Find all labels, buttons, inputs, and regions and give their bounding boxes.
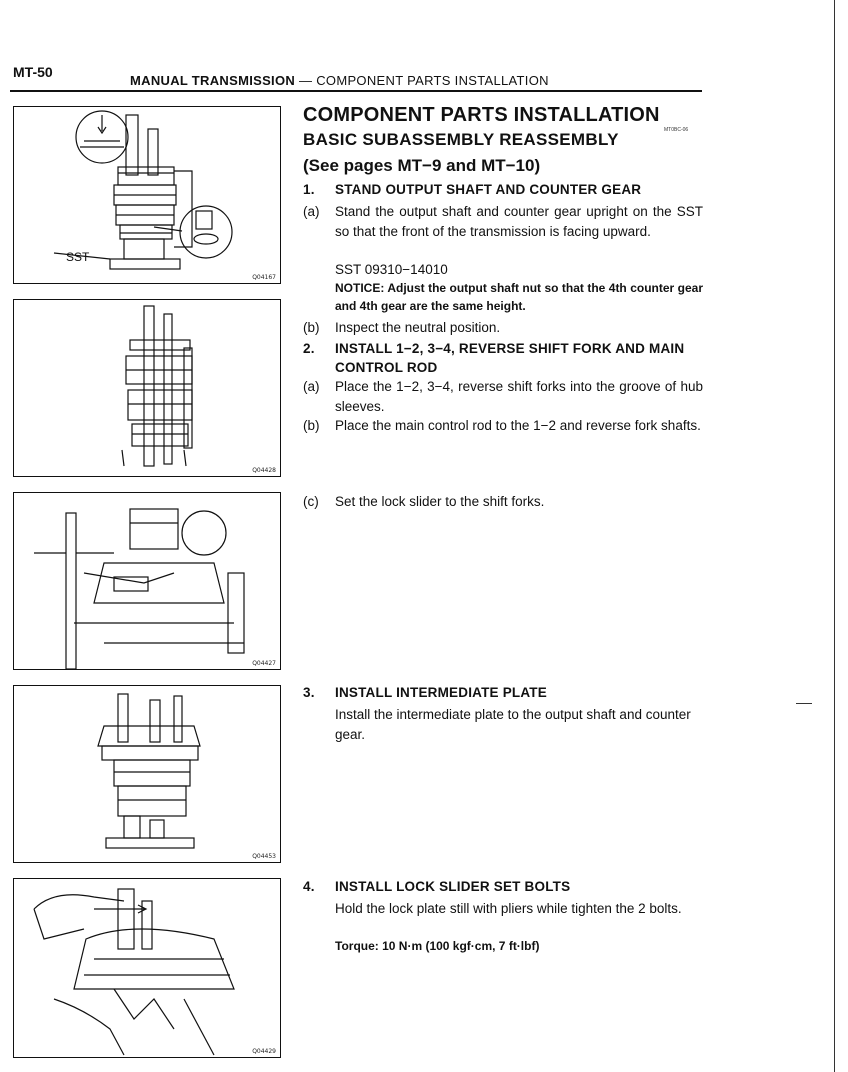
sub-title: BASIC SUBASSEMBLY REASSEMBLY (303, 130, 619, 149)
sst-label: SST (66, 250, 90, 264)
sst-number: SST 09310−14010 (335, 262, 448, 277)
step-number: 1. (303, 182, 315, 197)
step-title: INSTALL LOCK SLIDER SET BOLTS (335, 879, 571, 894)
step-2a (303, 377, 703, 416)
figure-lock-slider-bolts (13, 878, 281, 1058)
margin-mark (796, 703, 812, 704)
figure-4-drawing (14, 686, 280, 862)
step-2-heading (303, 339, 703, 377)
step-1-heading (303, 182, 703, 197)
header-rule (10, 90, 702, 92)
page-number: MT-50 (13, 64, 53, 80)
step-number: 4. (303, 879, 315, 894)
step-title: STAND OUTPUT SHAFT AND COUNTER GEAR (335, 182, 642, 197)
figure-1-drawing (14, 107, 280, 283)
figure-code: Q04428 (252, 467, 276, 474)
figure-lock-slider (13, 492, 281, 670)
substep-label: (a) (303, 379, 320, 394)
substep-text: Set the lock slider to the shift forks. (335, 494, 545, 509)
running-header (130, 73, 549, 88)
main-title: COMPONENT PARTS INSTALLATION (303, 104, 660, 126)
step-1b (303, 318, 703, 338)
figure-2-drawing (14, 300, 280, 476)
step-number: 3. (303, 685, 315, 700)
substep-label: (a) (303, 204, 320, 219)
step-title: INSTALL INTERMEDIATE PLATE (335, 685, 547, 700)
page-reference: (See pages MT−9 and MT−10) (303, 156, 541, 175)
step-2c (303, 492, 703, 512)
substep-text: Place the 1−2, 3−4, reverse shift forks into the groove of hub sleeves. (335, 379, 703, 414)
header-subtitle: COMPONENT PARTS INSTALLATION (316, 73, 549, 88)
figure-code: Q04453 (252, 853, 276, 860)
page-edge-rule (834, 0, 835, 1072)
step-number: 2. (303, 341, 315, 356)
figure-shift-forks (13, 299, 281, 477)
header-section: MANUAL TRANSMISSION (130, 73, 296, 88)
substep-text: Inspect the neutral position. (335, 320, 501, 335)
step-1a (303, 202, 703, 241)
header-dash: — (299, 73, 313, 88)
substep-text: Stand the output shaft and counter gear upright on the SST so that the front of the transmission is facing upward. (335, 204, 703, 239)
step-title: INSTALL 1−2, 3−4, REVERSE SHIFT FORK AND MAIN CONTROL ROD (335, 341, 685, 375)
figure-3-drawing (14, 493, 280, 669)
step-4-text: Hold the lock plate still with pliers while tighten the 2 bolts. (335, 901, 682, 916)
substep-text: Place the main control rod to the 1−2 and reverse fork shafts. (335, 418, 701, 433)
figure-intermediate-plate (13, 685, 281, 863)
step-2b (303, 416, 703, 436)
figure-code: Q04427 (252, 660, 276, 667)
figure-code: Q04167 (252, 274, 276, 281)
substep-label: (c) (303, 494, 319, 509)
step-3-heading (303, 685, 703, 700)
figure-5-drawing (14, 879, 280, 1057)
torque-spec: Torque: 10 N·m (100 kgf·cm, 7 ft·lbf) (335, 939, 540, 953)
figure-code: Q04429 (252, 1048, 276, 1055)
substep-label: (b) (303, 320, 320, 335)
notice-text: NOTICE: Adjust the output shaft nut so that the 4th counter gear and 4th gear are the same height. (335, 281, 703, 313)
step-4-heading (303, 879, 703, 894)
figure-output-shaft-on-sst (13, 106, 281, 284)
substep-label: (b) (303, 418, 320, 433)
step-3-text: Install the intermediate plate to the output shaft and counter gear. (335, 707, 691, 742)
reference-code: MT0BC-06 (664, 127, 689, 133)
